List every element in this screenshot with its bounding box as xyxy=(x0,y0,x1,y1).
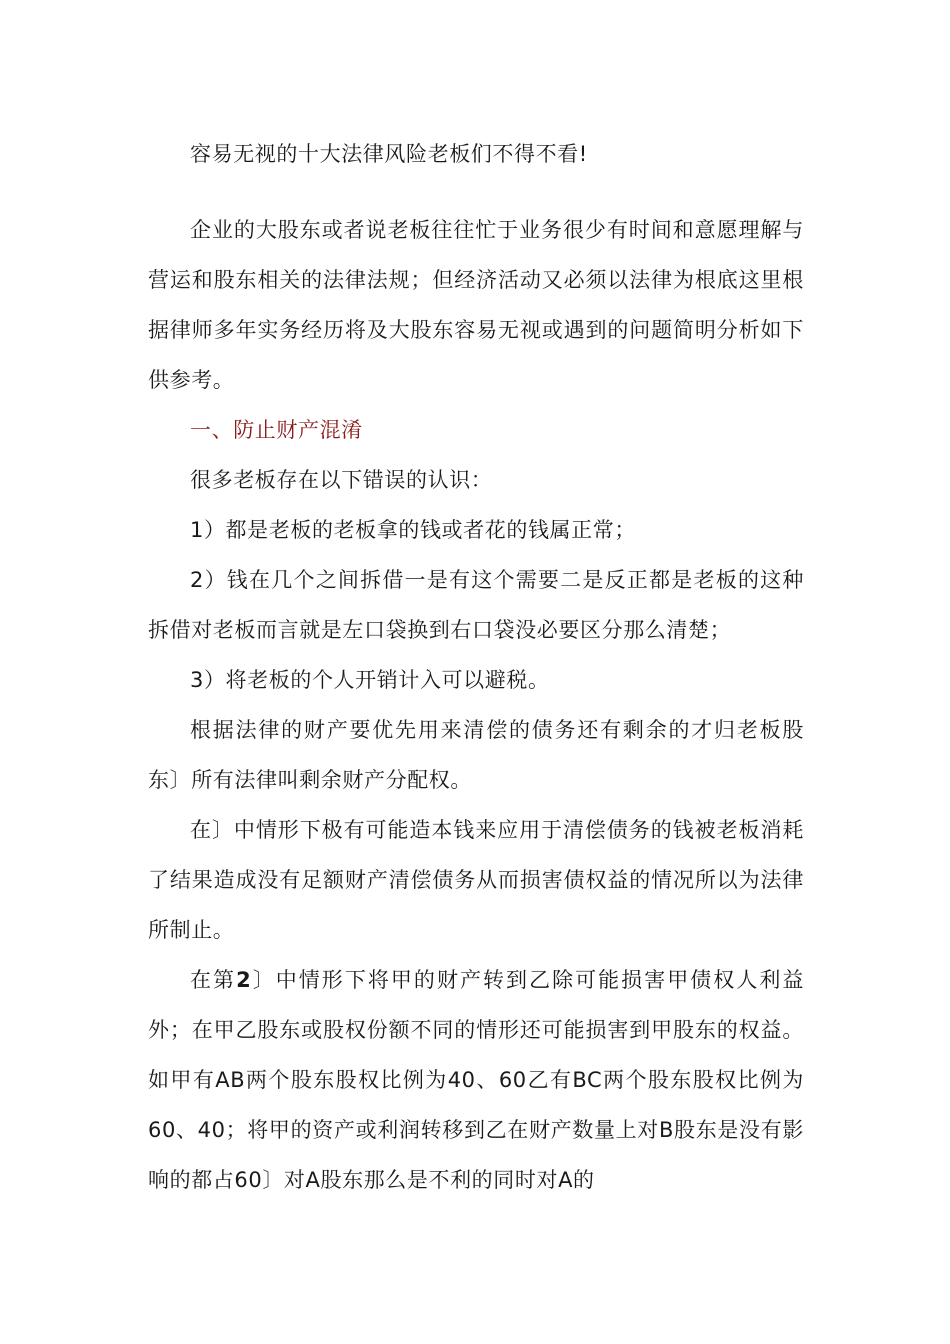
misconception-intro: 很多老板存在以下错误的认识： xyxy=(190,468,493,492)
case-2-number: 2 xyxy=(236,968,252,992)
case-2-text: 〕中情形下将甲的财产转到乙除可能损害甲债权人利益外；在甲乙股东或股权份额不同的情形还可能损害到甲股东的权益。如甲有AB两个股东股权比例为40、60乙有BC两个股东股权比例为60、40；将甲的资产或利润转移到乙在财产数量上对B股东是没有影响的都占60〕对A股东那么是不利的同时对A的 xyxy=(148,968,804,1192)
intro-paragraph: 企业的大股东或者说老板往往忙于业务很少有时间和意愿理解与营运和股东相关的法律法规；但经济活动又必须以法律为根底这里根据律师多年实务经历将及大股东容易无视或遇到的问题简明分析如下供参考。 xyxy=(148,218,804,392)
law-paragraph: 根据法律的财产要优先用来清偿的债务还有剩余的才归老板股东〕所有法律叫剩余财产分配权。 xyxy=(148,718,804,792)
list-item-2: 2）钱在几个之间拆借一是有这个需要二是反正都是老板的这种拆借对老板而言就是左口袋换到右口袋没必要区分那么清楚； xyxy=(148,568,804,642)
case-2-prefix: 在第 xyxy=(190,968,237,992)
list-item-1: 1）都是老板的老板拿的钱或者花的钱属正常； xyxy=(190,518,636,542)
document-title: 容易无视的十大法律风险老板们不得不看! xyxy=(190,142,588,166)
document-body xyxy=(148,129,804,1205)
list-item-3: 3）将老板的个人开销计入可以避税。 xyxy=(190,668,550,692)
section-heading: 一、防止财产混淆 xyxy=(190,418,363,442)
case-2-paragraph xyxy=(148,955,804,1205)
case-1-paragraph: 在〕中情形下极有可能造本钱来应用于清偿债务的钱被老板消耗了结果造成没有足额财产清偿债务从而损害债权益的情况所以为法律所制止。 xyxy=(148,818,804,942)
